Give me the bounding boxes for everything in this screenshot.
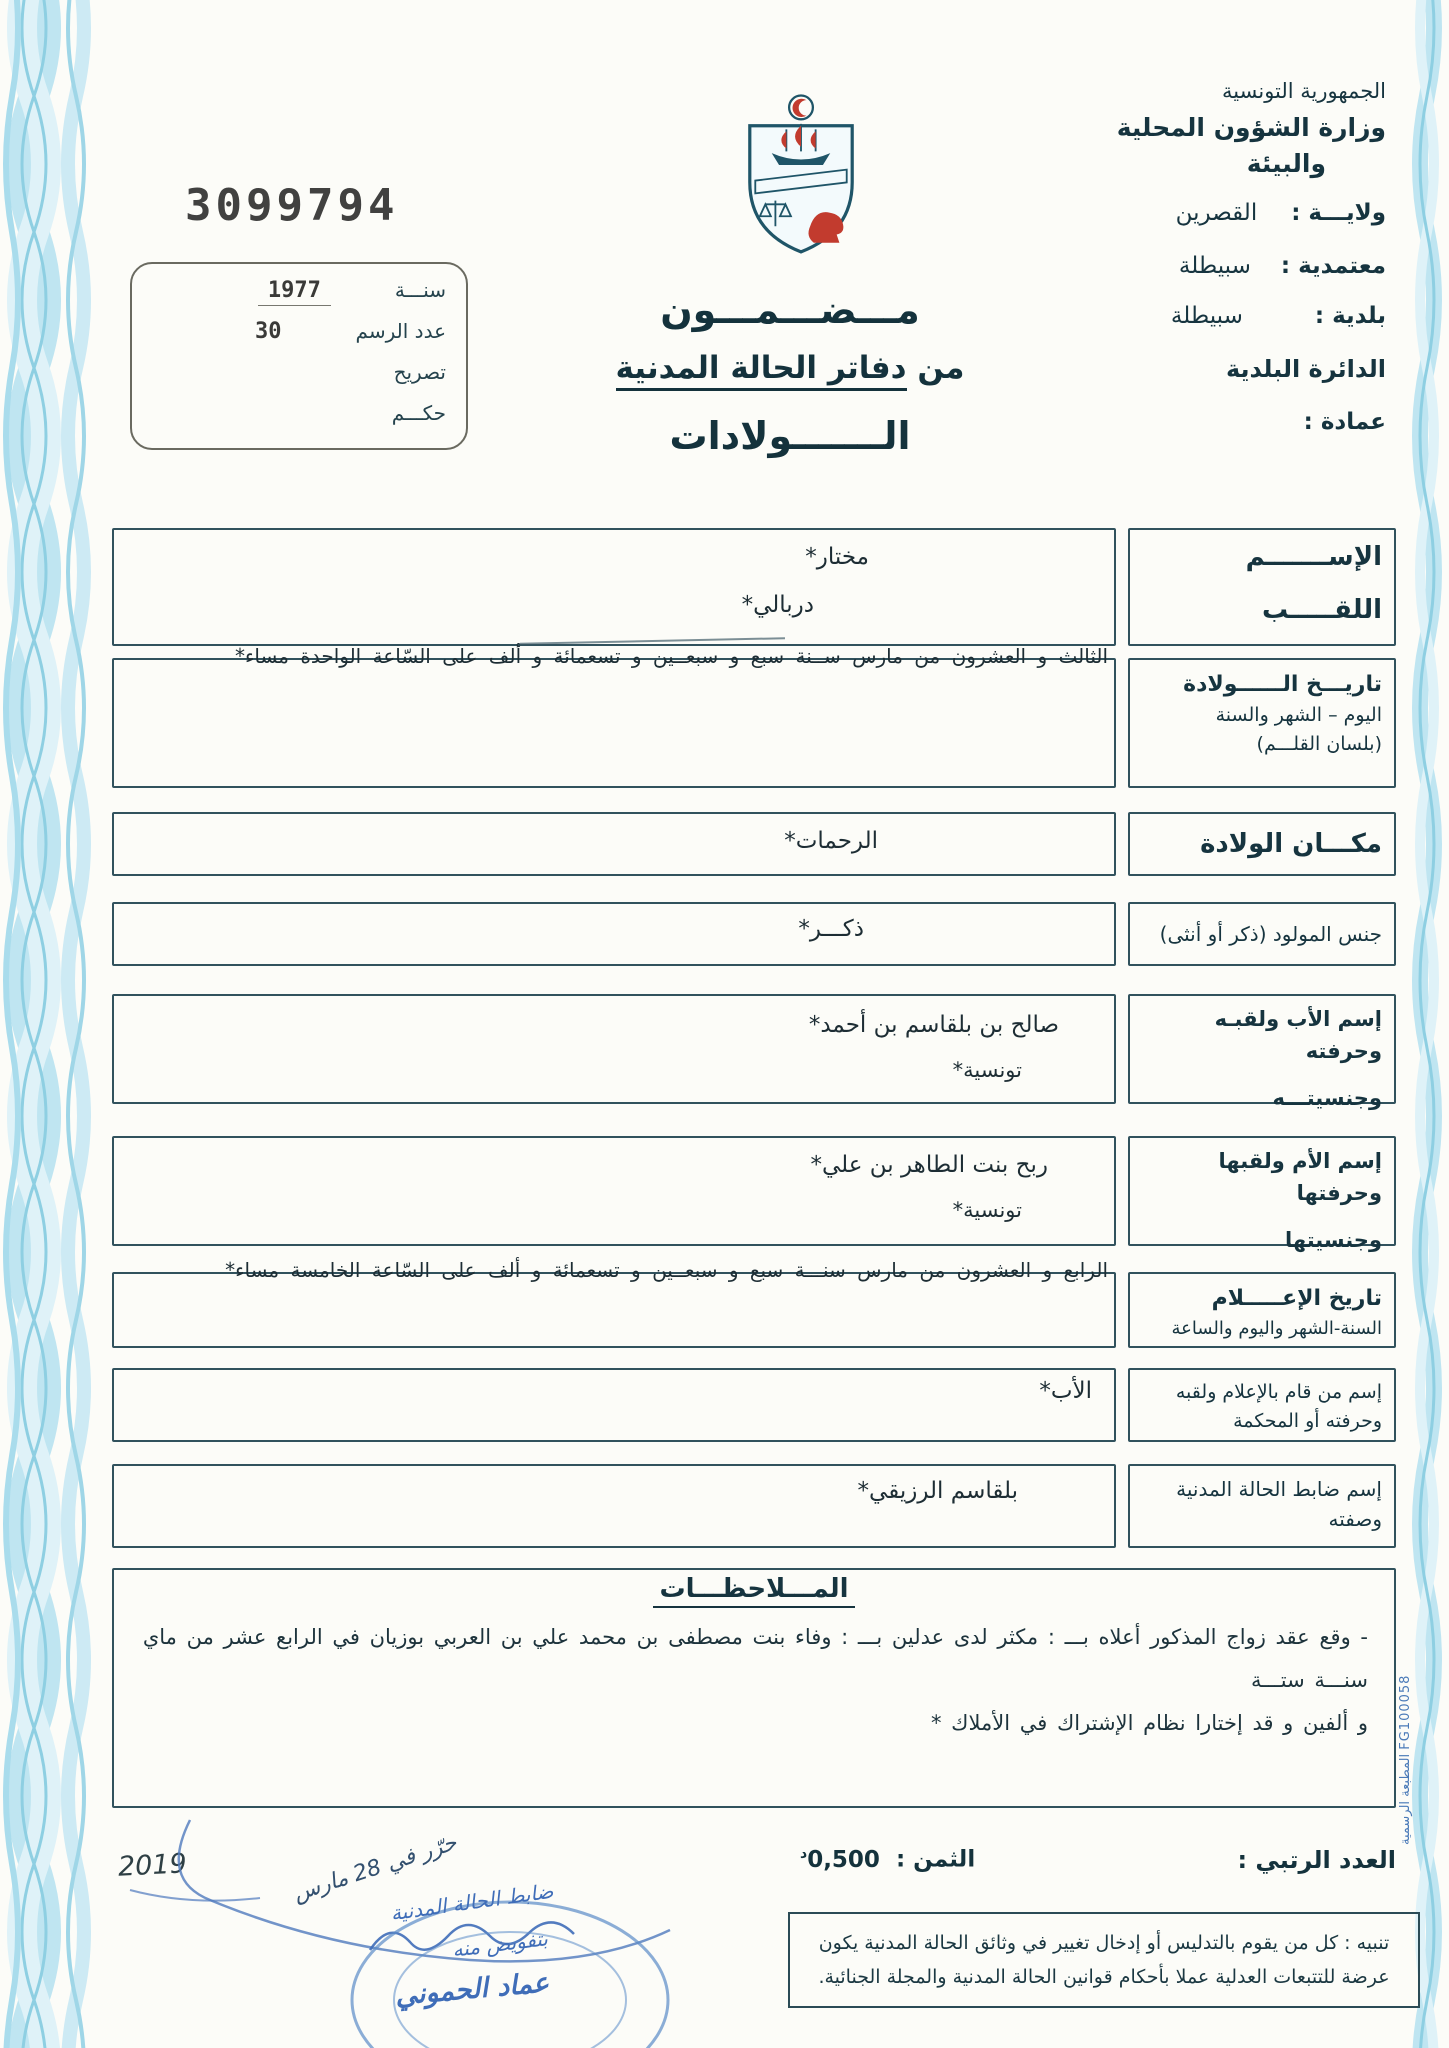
row-value-birth-place bbox=[112, 812, 1116, 876]
value-mother-nationality: تونسية* bbox=[952, 1198, 1022, 1222]
notes-line: و ألفين و قد إختارا نظام الإشتراك في الأملاك * bbox=[930, 1711, 1368, 1736]
label-line: تاريـــخ الــــــولادة bbox=[1183, 672, 1382, 697]
stamp-note-line1: ضابط الحالة المدنية bbox=[389, 1878, 555, 1926]
label-line: جنس المولود (ذكر أو أنثى) bbox=[1159, 922, 1382, 946]
price bbox=[800, 1846, 975, 1873]
label-line: إسم ضابط الحالة المدنية bbox=[1176, 1477, 1382, 1501]
serial-number: 3099794 bbox=[185, 180, 399, 231]
header-field-label: ولايـــة : bbox=[1291, 199, 1386, 226]
header-field-label: بلدية : bbox=[1314, 302, 1386, 329]
value-registrar: بلقاسم الرزيقي* bbox=[857, 1478, 1018, 1504]
header-field-label: معتمدية : bbox=[1280, 252, 1386, 279]
row-value-name bbox=[112, 528, 1116, 646]
title-prefix: من bbox=[906, 350, 965, 386]
stamp-note-line2: بتفويض منه bbox=[450, 1926, 550, 1962]
printing-house-reference: المطبعة الرسمية FG100058 bbox=[1398, 1674, 1413, 1845]
label-line: الإســـــــم bbox=[1245, 542, 1382, 572]
header-field-wilaya bbox=[950, 199, 1386, 252]
registry-year-label: سنـــة bbox=[394, 278, 446, 302]
notes-heading: المـــلاحظـــات bbox=[114, 1574, 1394, 1608]
value-father-nationality: تونسية* bbox=[952, 1058, 1022, 1082]
label-line: وجنسيتها bbox=[1284, 1228, 1382, 1252]
price-label: الثمن : bbox=[895, 1846, 976, 1873]
label-line: وجنسيتـــه bbox=[1272, 1086, 1382, 1110]
value-first-name: مختار* bbox=[805, 544, 869, 570]
registry-act-number-row bbox=[146, 319, 446, 360]
registry-judgment-label: حكـــم bbox=[391, 401, 446, 425]
label-line: (بلسان القلـــم) bbox=[1256, 732, 1382, 755]
value-sex: ذكـــر* bbox=[798, 916, 864, 942]
title-line-madhmoun: مـــضـــمـــون bbox=[660, 288, 920, 332]
header-field-label: عمادة : bbox=[1303, 408, 1386, 435]
label-line: إسم الأم ولقبها وحرفتها bbox=[1218, 1149, 1382, 1205]
label-line: تاريخ الإعـــــلام bbox=[1211, 1286, 1382, 1311]
row-value-father bbox=[112, 994, 1116, 1104]
row-value-notification-date bbox=[112, 1258, 1116, 1348]
tunisia-coat-of-arms-icon bbox=[737, 90, 865, 262]
price-value: 0,500 bbox=[807, 1846, 880, 1873]
row-label-notification-date bbox=[1128, 1272, 1396, 1348]
label-line: اليوم – الشهر والسنة bbox=[1215, 704, 1382, 726]
row-label-birth-place bbox=[1128, 812, 1396, 876]
notes-line: - وقع عقد زواج المذكور أعلاه بـــ : مكثر لدى عدلين بـــ : وفاء بنت مصطفى بن محمد علي بن العربي بوزيان في الرابع عشر من ماي سنـــة ستـــة bbox=[142, 1625, 1368, 1693]
label-line: إسم من قام بالإعلام ولقبه bbox=[1175, 1381, 1382, 1403]
row-label-registrar bbox=[1128, 1464, 1396, 1548]
officer-signature: عماد الحموني bbox=[393, 1967, 551, 2012]
row-label-notifier bbox=[1128, 1368, 1396, 1442]
value-father-name: صالح بن بلقاسم بن أحمد* bbox=[808, 1012, 1059, 1038]
label-line: وصفته bbox=[1328, 1507, 1382, 1531]
header-field-value: سبيطلة bbox=[1170, 302, 1243, 329]
registry-act-value: 30 bbox=[255, 319, 282, 344]
registry-year-row bbox=[146, 278, 446, 319]
registry-act-label: عدد الرسم bbox=[355, 319, 446, 343]
handwritten-date: حرّر في 28 مارس bbox=[290, 1830, 460, 1907]
notes-box bbox=[112, 1568, 1396, 1808]
row-value-notifier bbox=[112, 1368, 1116, 1442]
republic-title: الجمهورية التونسية bbox=[1222, 79, 1386, 103]
title-main-underlined: دفاتر الحالة المدنية bbox=[616, 350, 907, 391]
row-value-registrar bbox=[112, 1464, 1116, 1548]
legal-warning-box: تنبيه : كل من يقوم بالتدليس أو إدخال تغيير في وثائق الحالة المدنية يكون عرضة للتتبعات العدلية عملا بأحكام قوانين الحالة المدنية والمجلة الجنائية. bbox=[788, 1912, 1420, 2008]
value-mother-name: ربح بنت الطاهر بن علي* bbox=[810, 1152, 1048, 1178]
ordinal-number-label: العدد الرتبي : bbox=[1237, 1846, 1396, 1874]
registry-judgment-row bbox=[146, 401, 446, 442]
handwritten-year: 2019 bbox=[117, 1848, 188, 1883]
registry-year-value: 1977 bbox=[258, 278, 331, 306]
document-title-block bbox=[470, 288, 1110, 458]
row-label-father bbox=[1128, 994, 1396, 1110]
registry-declaration-label: تصريح bbox=[393, 360, 446, 384]
header-field-value: سبيطلة bbox=[1178, 252, 1251, 279]
row-value-sex bbox=[112, 902, 1116, 966]
row-value-mother bbox=[112, 1136, 1116, 1246]
ministry-title-line1: وزارة الشؤون المحلية bbox=[1116, 113, 1386, 143]
label-line: إسم الأب ولقبـه وحرفته bbox=[1214, 1007, 1382, 1063]
row-label-birth-date bbox=[1128, 658, 1396, 788]
label-line: اللقـــــب bbox=[1262, 595, 1382, 625]
row-value-birth-date bbox=[112, 644, 1116, 788]
registry-reference-box bbox=[130, 262, 468, 450]
registry-declaration-row bbox=[146, 360, 446, 401]
header-field-label: الدائرة البلدية bbox=[1225, 354, 1386, 383]
header-field-value: القصرين bbox=[1175, 199, 1258, 226]
title-line-births: الـــــــولادات bbox=[669, 414, 911, 458]
row-label-name bbox=[1128, 528, 1396, 646]
label-line: مكـــان الولادة bbox=[1200, 828, 1382, 859]
label-line: السنة-الشهر واليوم والساعة bbox=[1171, 1318, 1382, 1339]
value-notifier: الأب* bbox=[1039, 1378, 1092, 1404]
value-notification-date: الرابع و العشرون من مارس سنـــة سبع و سبعــين و تسعمائة و ألف على السّاعة الخامسة مساء* bbox=[225, 1258, 1108, 1282]
value-birth-date: الثالث و العشرون من مارس ســنة سبع و سبعــين و تسعمائة و ألف على السّاعة الواحدة مساء* bbox=[234, 644, 1108, 668]
price-currency: د bbox=[800, 1846, 808, 1862]
row-label-mother bbox=[1128, 1136, 1396, 1252]
title-line-registers bbox=[470, 350, 1110, 386]
left-border-wave-decoration bbox=[0, 0, 100, 2048]
value-surname: دربالي* bbox=[741, 592, 814, 618]
row-label-sex bbox=[1128, 902, 1396, 966]
value-birth-place: الرحمات* bbox=[784, 828, 878, 854]
ministry-title-line2: والبيئة bbox=[1246, 148, 1326, 178]
label-line: وحرفته أو المحكمة bbox=[1233, 1409, 1382, 1432]
